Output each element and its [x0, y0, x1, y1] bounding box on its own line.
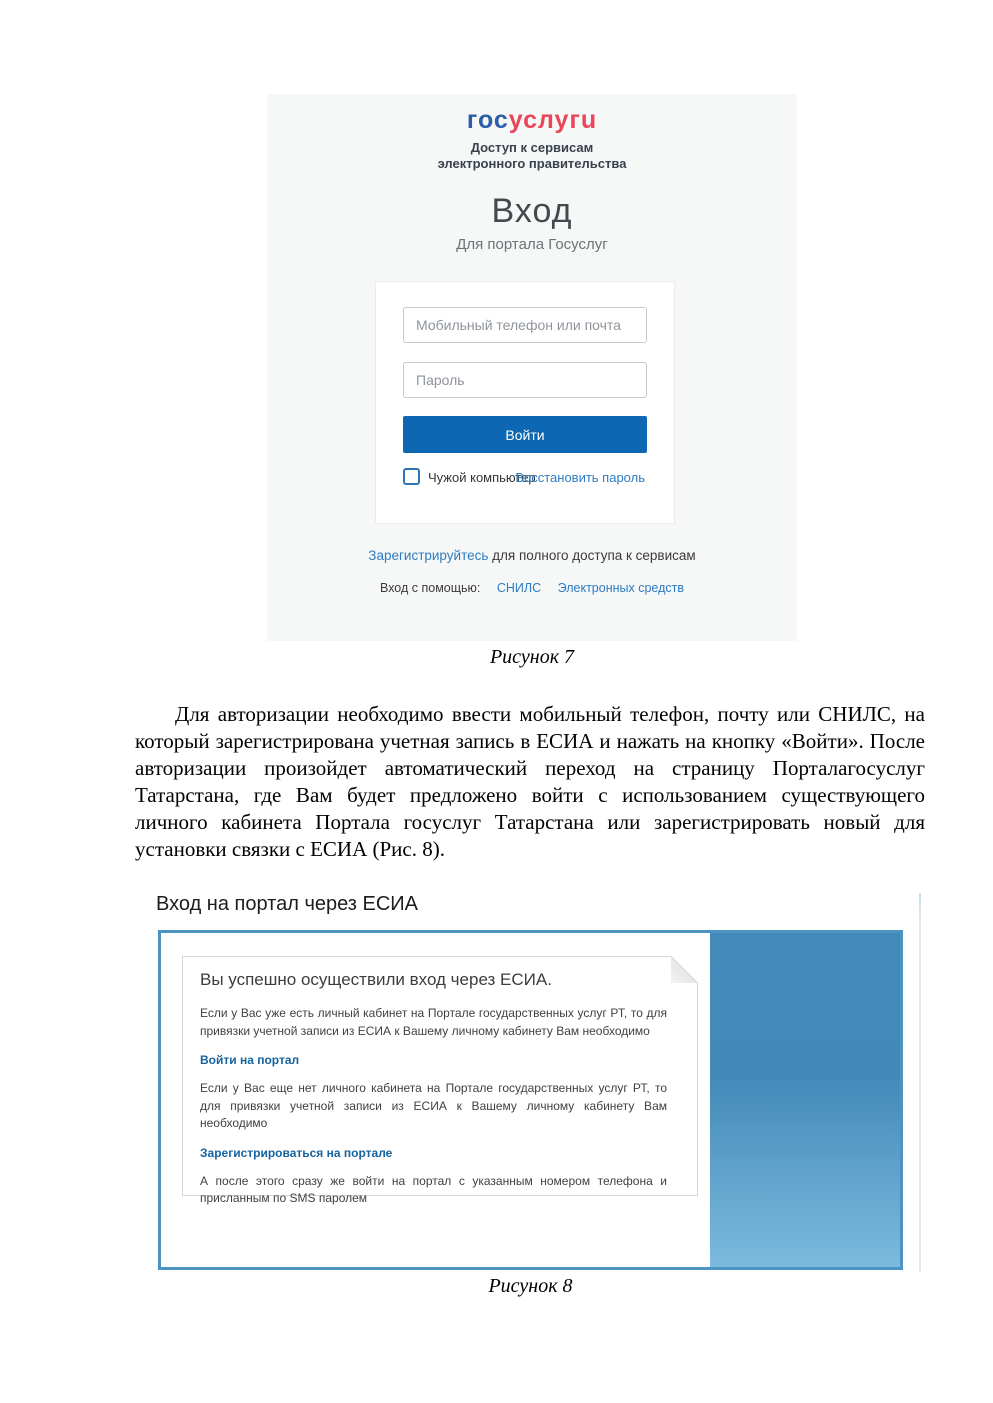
gosuslugi-login-screenshot — [267, 94, 797, 641]
alt-login-label: Вход с помощью: — [380, 581, 481, 595]
tagline-line2: электронного правительства — [437, 156, 627, 171]
register-rest-text: для полного доступа к сервисам — [488, 548, 696, 563]
register-line — [267, 548, 797, 563]
panel-paragraph-3: А после этого сразу же войти на портал с указанным номером телефона и присланным по SMS паролем — [200, 1173, 667, 1205]
electronic-means-login-link[interactable]: Электронных средств — [557, 581, 684, 595]
page-border-line — [919, 893, 921, 1272]
message-panel — [182, 956, 698, 1205]
login-input[interactable] — [403, 307, 647, 343]
foreign-computer-checkbox[interactable] — [403, 468, 420, 485]
foreign-computer-label: Чужой компьютер — [428, 470, 536, 485]
register-on-portal-link[interactable]: Зарегистрироваться на портале — [200, 1145, 393, 1160]
panel-paragraph-2: Если у Вас еще нет личного кабинета на Портале государственных услуг РТ, то для привязки учетной записи из ЕСИА к Вашему личному кабинету Вам необходимо — [200, 1081, 667, 1130]
figure8-heading: Вход на портал через ЕСИА — [156, 893, 419, 915]
blue-sidebar — [710, 933, 900, 1267]
login-form-card — [375, 281, 675, 524]
logo-part-red: услугu — [508, 106, 598, 134]
gosuslugi-logo — [267, 106, 797, 135]
password-input[interactable] — [403, 362, 647, 398]
login-submit-button[interactable]: Войти — [403, 416, 647, 453]
enter-portal-link[interactable]: Войти на портал — [200, 1053, 300, 1067]
login-page-title: Вход — [491, 192, 573, 230]
esia-portal-screenshot — [158, 930, 903, 1270]
panel-paragraph-1: Если у Вас уже есть личный кабинет на Портале государственных услуг РТ, то для привязки учетной записи из ЕСИА к Вашему личному кабинету Вам необходимо — [200, 1006, 667, 1038]
snils-login-link[interactable]: СНИЛС — [496, 581, 542, 595]
figure7-caption: Рисунок 7 — [489, 646, 575, 668]
logo-tagline — [267, 140, 797, 172]
tagline-line1: Доступ к сервисам — [470, 140, 594, 155]
register-link[interactable]: Зарегистрируйтесь — [368, 548, 489, 563]
login-page-subtitle: Для портала Госуслуг — [456, 236, 608, 253]
panel-title: Вы успешно осуществили вход через ЕСИА. — [200, 970, 552, 989]
figure8-caption: Рисунок 8 — [488, 1275, 573, 1297]
recover-password-link[interactable]: Восстановить пароль — [515, 470, 645, 485]
folded-corner-icon — [671, 956, 698, 983]
alt-login-line — [267, 581, 797, 595]
instruction-paragraph: Для авторизации необходимо ввести мобильный телефон, почту или СНИЛС, на который зарегистрирована учетная запись в ЕСИА и нажать на кнопку «Войти». После авторизации произойдет автоматический переход на страницу Порталагосуслуг Татарстана, где Вам будет предложено войти с использованием существующего личного кабинета Портала госуслуг Татарстана или зарегистрировать новый для установки связки с ЕСИА (Рис. 8). — [135, 702, 925, 861]
logo-part-blue: гос — [466, 106, 509, 134]
